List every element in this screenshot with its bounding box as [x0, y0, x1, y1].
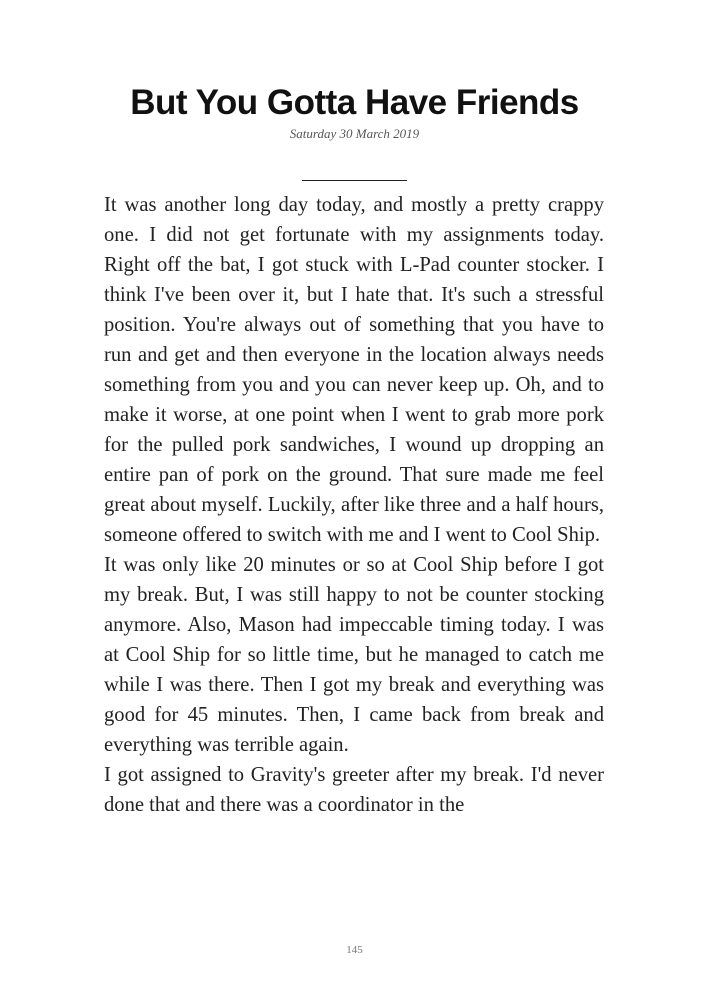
paragraph: It was only like 20 minutes or so at Cool Ship before I got my break. But, I was still happy to not be counter stocking anymore. Also, Mason had impeccable timing today. I was at Cool Ship for so little time, but he managed to catch me while I was there. Then I got my break and everything was good for 45 minutes. Then, I came back from break and everything was terrible again.	[104, 554, 604, 756]
page-number: 145	[346, 944, 363, 956]
page-title: But You Gotta Have Friends	[130, 83, 579, 122]
title-divider	[302, 180, 407, 181]
paragraph: I got assigned to Gravity's greeter after my break. I'd never done that and there was a coordinator in the	[104, 764, 604, 816]
entry-body	[104, 190, 604, 820]
paragraph: It was another long day today, and mostly a pretty crappy one. I did not get fortunate with my assignments today. Right off the bat, I got stuck with L-Pad counter stocker. I think I've been over it, but I hate that. It's such a stressful position. You're always out of something that you have to run and get and then everyone in the location always needs something from you and you can never keep up. Oh, and to make it worse, at one point when I went to grab more pork for the pulled pork sandwiches, I wound up dropping an entire pan of pork on the ground. That sure made me feel great about myself. Luckily, after like three and a half hours, someone offered to switch with me and I went to Cool Ship.	[104, 194, 604, 546]
entry-date: Saturday 30 March 2019	[289, 126, 420, 141]
